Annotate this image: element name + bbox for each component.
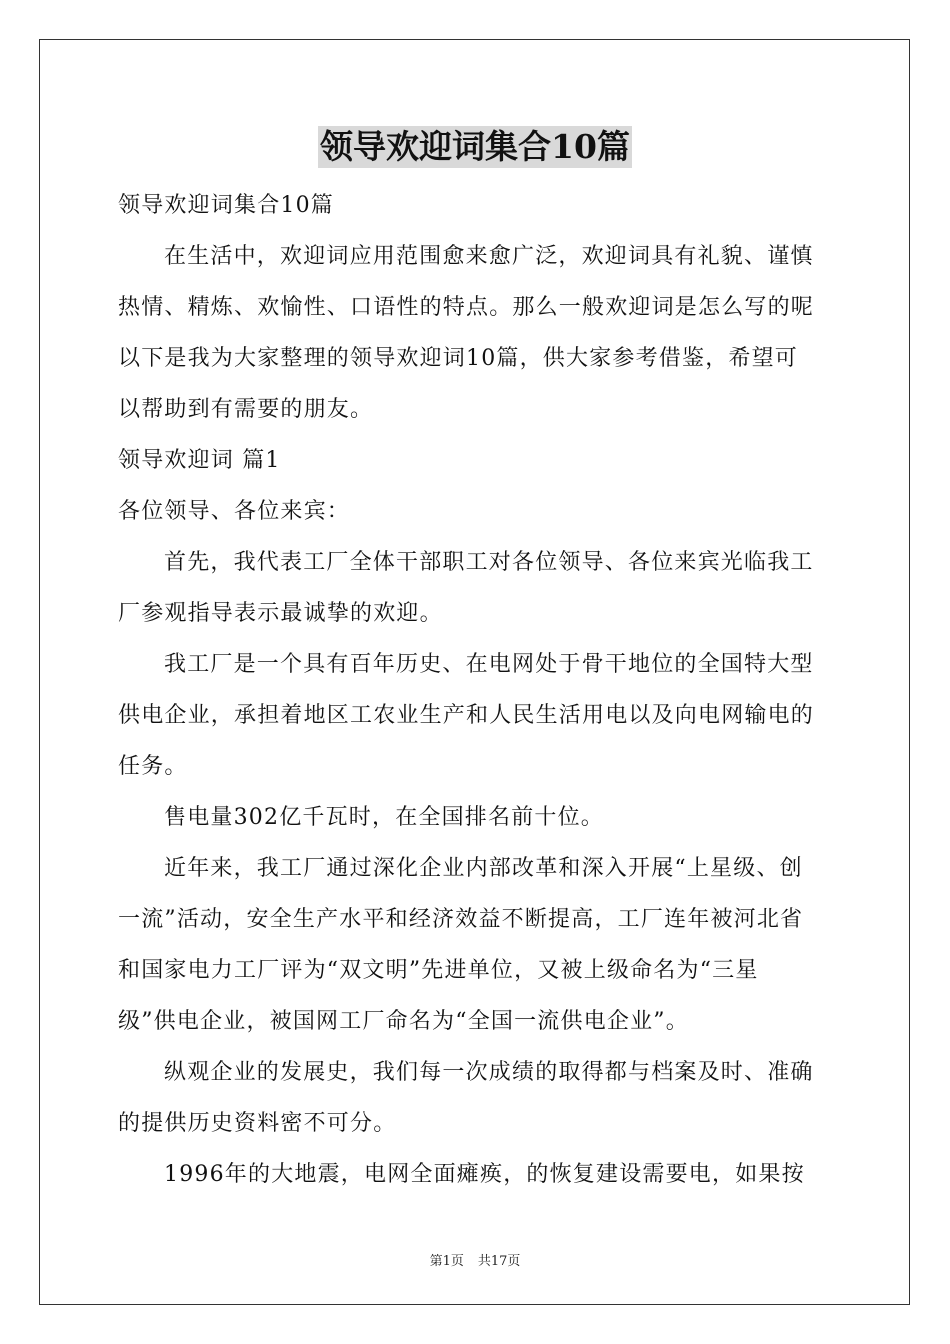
paragraph-line: 纵观企业的发展史，我们每一次成绩的取得都与档案及时、准确 [164, 1060, 814, 1085]
salutation-line: 各位领导、各位来宾： [118, 499, 351, 524]
paragraph-line: 热情、精炼、欢愉性、口语性的特点。那么一般欢迎词是怎么写的呢 [118, 295, 815, 320]
paragraph-line: 和国家电力工厂评为“双文明”先进单位，又被上级命名为“三星 [118, 958, 759, 983]
paragraph-line: 厂参观指导表示最诚挚的欢迎。 [118, 601, 443, 626]
total-pages: 共17页 [477, 1254, 521, 1269]
paragraph-line: 以帮助到有需要的朋友。 [118, 397, 374, 422]
page-footer [0, 1250, 950, 1269]
paragraph-line: 一流”活动，安全生产水平和经济效益不断提高，工厂连年被河北省 [118, 907, 804, 932]
paragraph-line: 首先，我代表工厂全体干部职工对各位领导、各位来宾光临我工 [164, 550, 814, 575]
paragraph-line: 供电企业，承担着地区工农业生产和人民生活用电以及向电网输电的 [118, 703, 815, 728]
title-container [0, 126, 950, 168]
paragraph-line: 我工厂是一个具有百年历史、在电网处于骨干地位的全国特大型 [164, 652, 814, 677]
paragraph-line: 售电量302亿千瓦时，在全国排名前十位。 [164, 805, 604, 830]
paragraph-line: 级”供电企业，被国网工厂命名为“全国一流供电企业”。 [118, 1009, 689, 1034]
paragraph-line: 1996年的大地震，电网全面瘫痪，的恢复建设需要电，如果按 [164, 1162, 805, 1187]
document-title: 领导欢迎词集合10篇 [320, 127, 630, 166]
section-heading: 领导欢迎词 篇1 [118, 448, 281, 473]
paragraph-line: 任务。 [118, 754, 188, 779]
paragraph-line: 在生活中，欢迎词应用范围愈来愈广泛，欢迎词具有礼貌、谨慎 [164, 244, 814, 269]
page-number: 第1页 [429, 1254, 464, 1269]
paragraph-line: 以下是我为大家整理的领导欢迎词10篇，供大家参考借鉴，希望可 [118, 346, 798, 371]
paragraph-line: 的提供历史资料密不可分。 [118, 1111, 397, 1136]
paragraph-line: 近年来，我工厂通过深化企业内部改革和深入开展“上星级、创 [164, 856, 803, 881]
subtitle-line: 领导欢迎词集合10篇 [118, 193, 334, 218]
document-body [118, 180, 834, 1200]
